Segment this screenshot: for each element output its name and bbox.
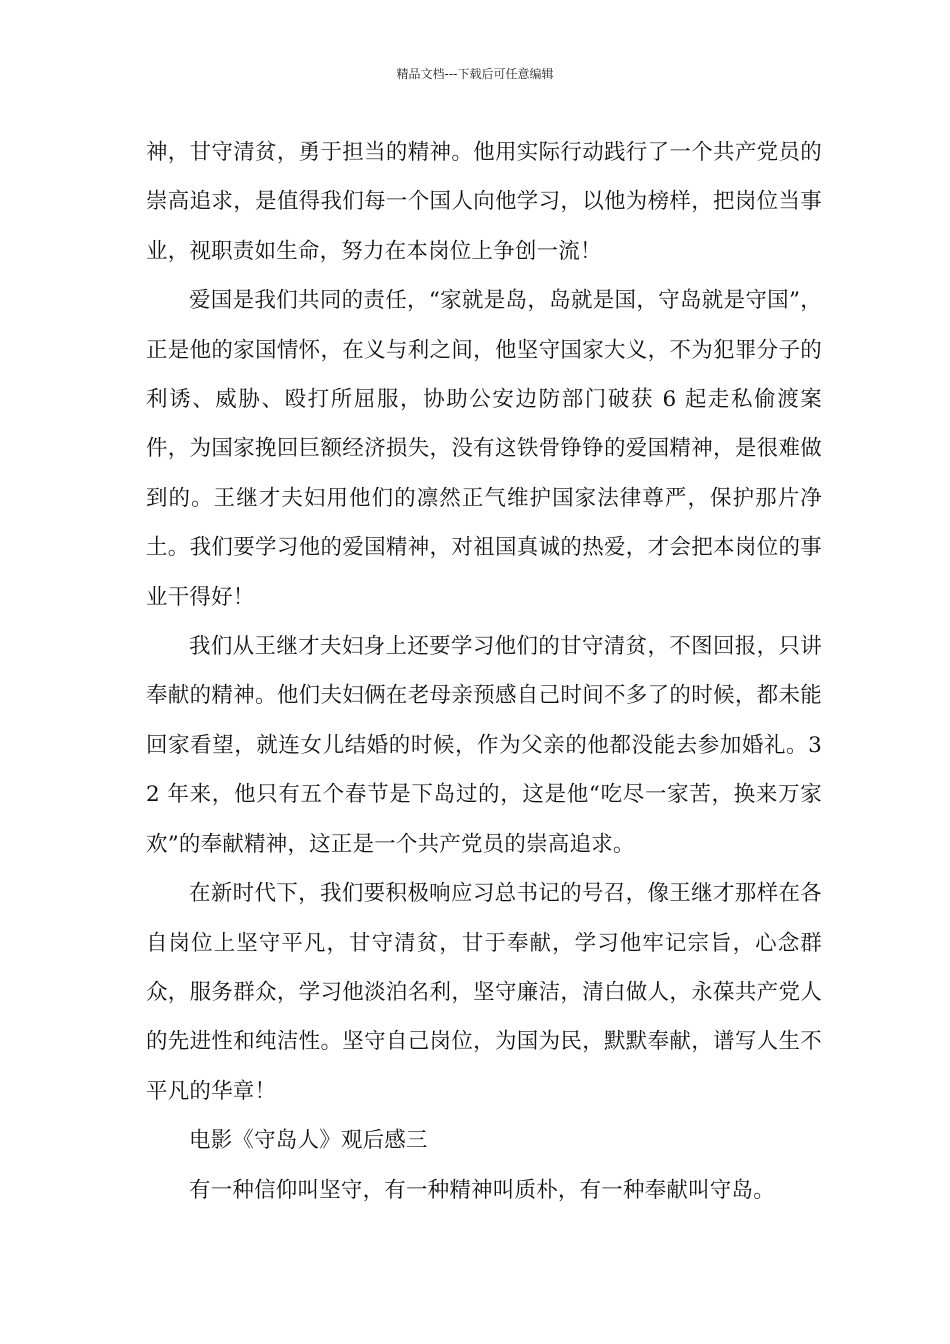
paragraph-opening: 有一种信仰叫坚守，有一种精神叫质朴，有一种奉献叫守岛。 [189,1177,775,1203]
document-body [146,128,822,1215]
paragraph-dedication: 我们从王继才夫妇身上还要学习他们的甘守清贫，不图回报，只讲奉献的精神。他们夫妇俩在老母亲预感自己时间不多了的时候，都未能回家看望，就连女儿结婚的时候，作为父亲的他都没能去参加婚礼。32 年来，他只有五个春节是下岛过的，这是他“吃尽一家苦，换来万家欢”的奉献精神，这正是一个共产党员的崇高追求。 [146,634,822,857]
page-header: 精品文档---下载后可任意编辑 [396,67,554,81]
paragraph-patriotism: 爱国是我们共同的责任，“家就是岛，岛就是国，守岛就是守国”，正是他的家国情怀，在义与利之间，他坚守国家大义，不为犯罪分子的利诱、威胁、殴打所屈服，协助公安边防部门破获 6 起走私偷渡案件，为国家挽回巨额经济损失，没有这铁骨铮铮的爱国精神，是很难做到的。王继才夫妇用他们的凛然正气维护国家法律尊严，保护那片净土。我们要学习他的爱国精神，对祖国真诚的热爱，才会把本岗位的事业干得好！ [146,288,822,610]
paragraph-new-era: 在新时代下，我们要积极响应习总书记的号召，像王继才那样在各自岗位上坚守平凡，甘守清贫，甘于奉献，学习他牢记宗旨，心念群众，服务群众，学习他淡泊名利，坚守廉洁，清白做人，永葆共产党人的先进性和纯洁性。坚守自己岗位，为国为民，默默奉献，谱写人生不平凡的华章！ [146,881,822,1104]
section-title: 电影《守岛人》观后感三 [189,1128,428,1154]
paragraph-continuation: 神，甘守清贫，勇于担当的精神。他用实际行动践行了一个共产党员的崇高追求，是值得我们每一个国人向他学习，以他为榜样，把岗位当事业，视职责如生命，努力在本岗位上争创一流！ [146,140,822,264]
